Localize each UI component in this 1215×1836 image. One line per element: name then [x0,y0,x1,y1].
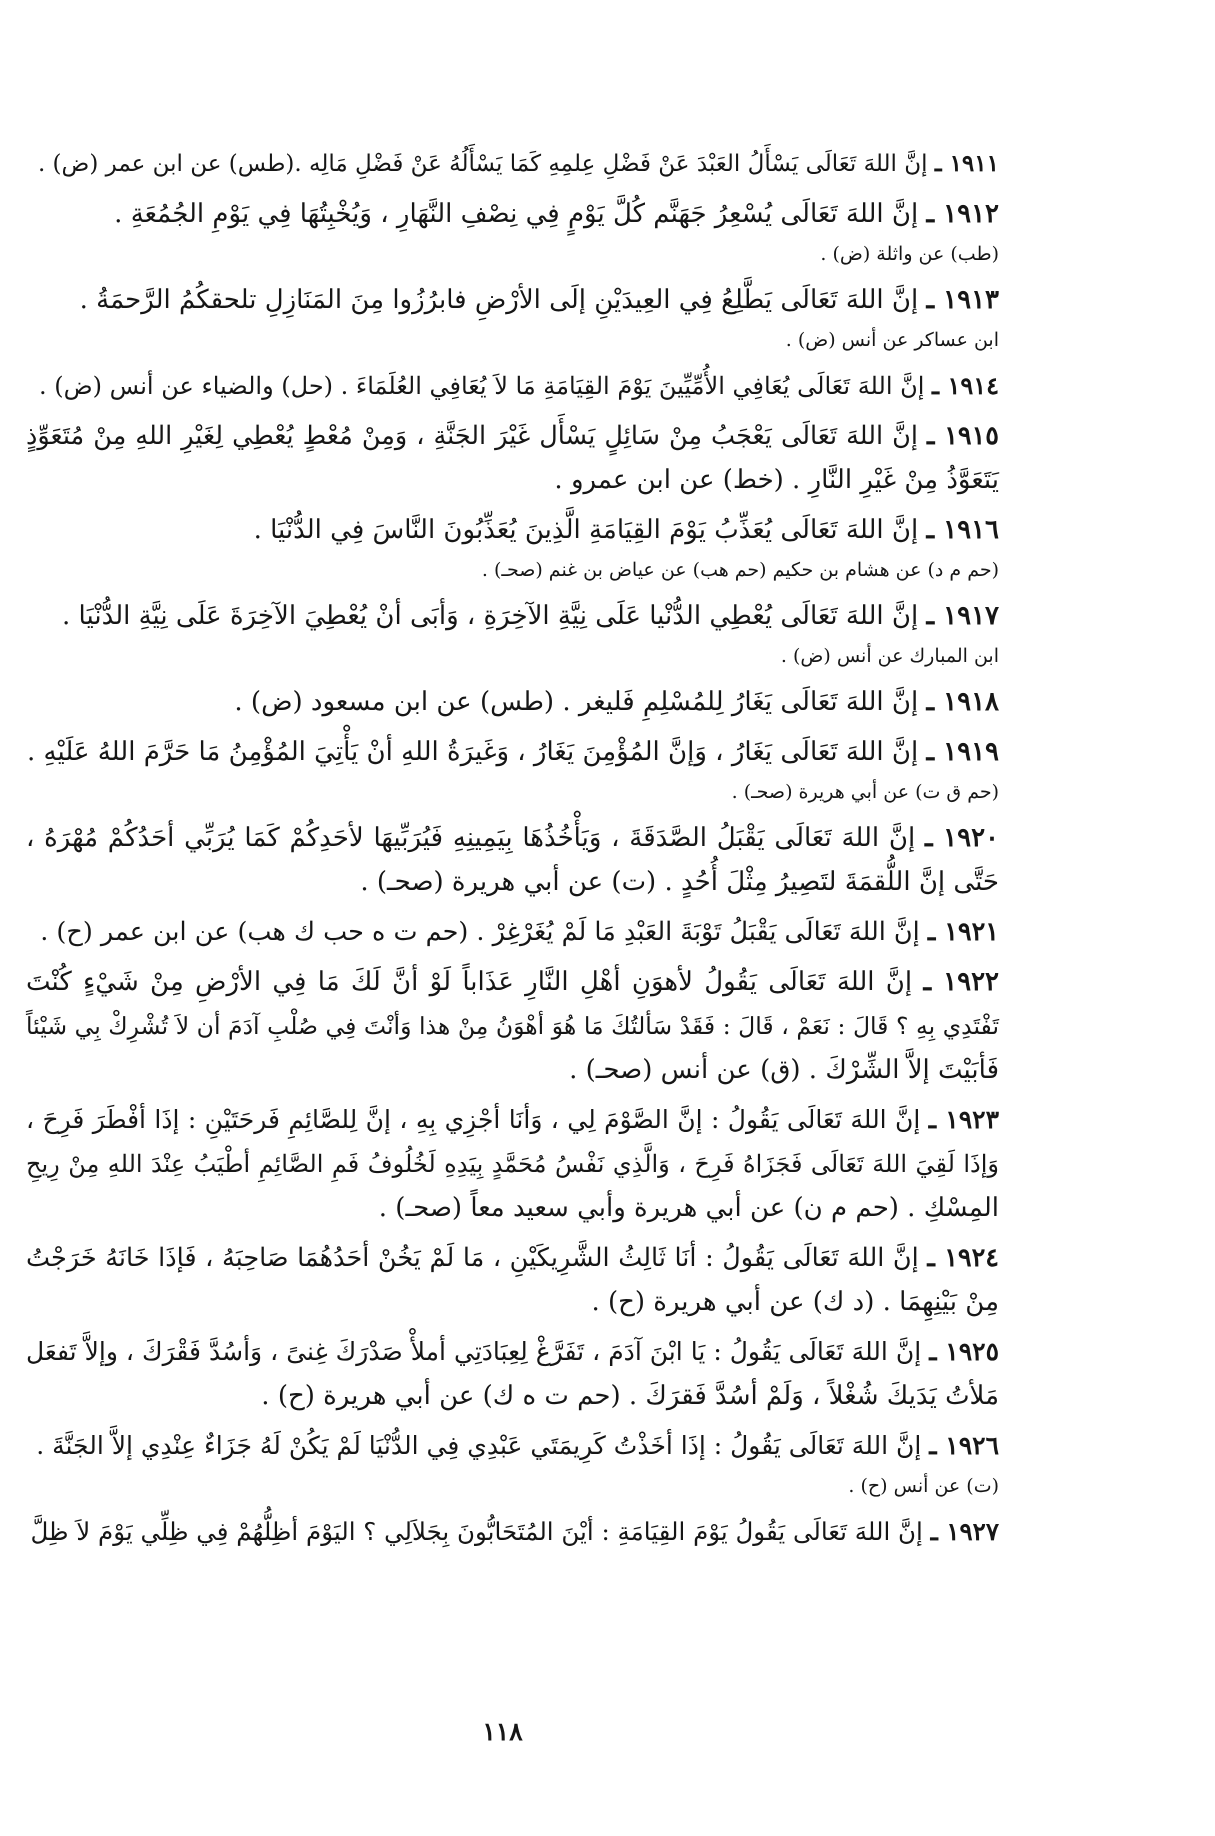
hadith-text-line [26,1236,999,1280]
hadith-text-line [26,910,999,954]
hadith-text-line [26,1186,999,1230]
hadith-text: إنَّ اللهَ تَعَالَى يَعْجَبُ مِنْ سَائِلٍ يَسْأَل غَيْرَ الجَنَّةِ ، وَمِنْ مُعْطٍ يُعْطِي لِغَيْرِ اللهِ مِنْ مُتَعَوِّذٍ [26,421,918,451]
hadith-entry [26,594,999,674]
hadith-text: إنَّ اللهَ تَعَالَى يُعْطِي الدُّنْيا عَلَى نِيَّةِ الآخِرَةِ ، وَأبَى أنْ يُعْطِيَ الآخِرَةَ عَلَى نِيَّةِ الدُّنْيَا . [62,601,919,631]
hadith-text-line [26,278,999,322]
hadith-text-line [26,1048,999,1092]
hadith-entry [26,1236,999,1324]
hadith-text-line [26,960,999,1004]
hadith-text: إنَّ اللهَ تَعَالَى يُعَافِي الأُمِّيِّينَ يَوْمَ القِيَامَةِ مَا لاَ يُعَافِي العُلَمَاءَ . (حل) والضياء عن أنس (ض) . [39,372,925,400]
hadith-number: ١٩٢١ ـ [927,917,999,947]
hadith-entry [26,1510,999,1554]
hadith-entry [26,278,999,358]
hadith-number: ١٩١٥ ـ [926,421,999,451]
hadith-number: ١٩١٩ ـ [926,737,999,767]
hadith-text: إنَّ اللهَ تَعَالَى يَقُولُ : إنَّ الصَّوْمَ لِي ، وَأنَا أجْزِي بِهِ ، إنَّ لِلصَّائِمِ فَرحَتَيْنِ : إذَا أفْطَرَ فَرِحَ ، [26,1105,921,1134]
hadith-text: إنَّ اللهَ تَعَالَى يَسْأَلُ العَبْدَ عَنْ فَضْلِ عِلمِهِ كَمَا يَسْأَلُهُ عَنْ فَضْلِ مَالِه .(طس) عن ابن عمر (ض) . [37,151,928,177]
hadith-entry [26,960,999,1092]
hadith-text-line [26,730,999,774]
hadith-text-line [26,1374,999,1418]
hadith-number: ١٩٢٧ ـ [930,1517,999,1546]
hadith-text: إنَّ اللهَ تَعَالَى يَقُولُ : أنَا ثَالِثُ الشَّرِيكَيْنِ ، مَا لَمْ يَخُنْ أحَدُهُمَا صَاحِبَهُ ، فَإذَا خَانَهُ خَرَجْتُ [26,1243,919,1273]
hadith-number: ١٩١٦ ـ [926,515,999,545]
hadith-text: إنَّ اللهَ تَعَالَى يُسْعِرُ جَهَنَّم كُلَّ يَوْمٍ فِي نِصْفِ النَّهَارِ ، وَيُخْبِتُهَا فِي يَوْمِ الجُمُعَةِ . [114,199,919,229]
hadith-text-line [26,680,999,724]
hadith-text-line [26,192,999,236]
hadith-text: إنَّ اللهَ تَعَالَى يَقُولُ يَوْمَ القِيَامَةِ : أيْنَ المُتَحَابُّونَ بِجَلاَلِي ؟ اليَوْمَ أظِلُّهُمْ فِي ظِلِّي يَوْمَ لاَ ظِلَّ [30,1517,923,1546]
hadith-text: المِسْكِ . (حم م ن) عن أبي هريرة وأبي سعيد معاً (صحـ) . [378,1193,999,1223]
hadith-text: إنَّ اللهَ تَعَالَى يَطَّلِعُ فِي العِيدَيْنِ إلَى الأرْضِ فابرُزُوا مِنَ المَنَازِلِ تلحقكُمُ الرَّحمَةُ . [79,285,919,315]
hadith-entry [26,414,999,502]
hadith-text: وَإذَا لَقِيَ اللهَ تَعَالَى فَجَزَاهُ فَرِحَ ، وَالَّذِي نَفْسُ مُحَمَّدٍ بِيَدِهِ لَخُلُوفُ فَمِ الصَّائِمِ أطْيَبُ عِنْدَ اللهِ مِنْ رِيحِ [26,1150,1000,1178]
hadith-text: إنَّ اللهَ تَعَالَى يَقُولُ : إذَا أخَذْتُ كَرِيمَتَي عَبْدِي فِي الدُّنْيَا لَمْ يَكُنْ لَهُ جَزَاءٌ عِنْدِي إلاَّ الجَنَّةَ . [36,1431,922,1460]
hadith-text-line [26,594,999,638]
hadith-text-line [26,458,999,502]
hadith-entry [26,508,999,588]
hadith-number: ١٩٢٠ ـ [925,823,1000,853]
hadith-number: ١٩١٤ ـ [932,371,999,400]
hadith-text-line [26,508,999,552]
hadith-number: ١٩١١ ـ [934,150,999,177]
hadith-text-line [26,816,999,860]
hadith-text: إنَّ اللهَ تَعَالَى يَغَارُ ، وَإنَّ المُؤْمِنَ يَغَارُ ، وَغَيرَةُ اللهِ أنْ يَأْتِيَ المُؤْمِنُ مَا حَرَّمَ اللهُ عَلَيْهِ . [27,737,919,767]
hadith-source: ابن المبارك عن أنس (ض) . [780,645,999,667]
hadith-entry [26,816,999,904]
hadith-source: (ت) عن أنس (ح) . [848,1475,999,1497]
hadith-text: إنَّ اللهَ تَعَالَى يَقُولُ لأهوَنِ أهْلِ النَّارِ عَذَاباً لَوْ أنَّ لَكَ مَا فِي الأرْضِ مِنْ شَيْءٍ كُنْتَ [26,967,913,997]
hadith-number: ١٩١٧ ـ [926,601,999,631]
hadith-text: فَأبَيْتَ إلاَّ الشِّرْكَ . (ق) عن أنس (صحـ) . [569,1055,999,1085]
hadith-text: إنَّ اللهَ تَعَالَى يَغَارُ لِلمُسْلِمِ فَليغر . (طس) عن ابن مسعود (ض) . [234,687,919,717]
hadith-text-line [26,1098,999,1142]
hadith-text: يَتَعَوَّذُ مِنْ غَيْرِ النَّارِ . (خط) عن ابن عمرو . [554,465,999,495]
hadith-number: ١٩٢٤ ـ [927,1243,999,1273]
hadith-entry [26,1330,999,1418]
hadith-entry [26,910,999,954]
hadith-entry [26,142,999,186]
hadith-text: حَتَّى إنَّ اللُّقمَةَ لتَصِيرُ مِثْلَ أُحُدٍ . (ت) عن أبي هريرة (صحـ) . [360,867,999,897]
hadith-entry [26,192,999,272]
hadith-number: ١٩١٢ ـ [926,199,999,229]
hadith-source: (حم م د) عن هشام بن حكيم (حم هب) عن عياض بن غنم (صحـ) . [481,559,999,581]
hadith-text-line [26,1330,999,1374]
hadith-text: إنَّ اللهَ تَعَالَى يَقُولُ : يَا ابْنَ آدَمَ ، تَفَرَّغْ لِعِبَادَتِي أملأْ صَدْرَكَ غِنىً ، وَأسُدَّ فَقْرَكَ ، وإلاَّ تَفعَل [26,1337,922,1366]
hadith-number: ١٩٢٣ ـ [928,1105,999,1134]
hadith-number: ١٩٢٥ ـ [929,1337,1000,1366]
hadith-text: تَفْتَدِي بِهِ ؟ قَالَ : نَعَمْ ، قَالَ : فَقَدْ سَألتُكَ مَا هُوَ أهْوَنُ مِنْ هذا وَأنْتَ فِي صُلْبِ آدَمَ أن لاَ تُشْرِكْ بِي شَيْئاً [26,1012,999,1040]
hadith-number: ١٩١٨ ـ [926,687,999,717]
hadith-list [26,142,999,1560]
hadith-text: إنَّ اللهَ تَعَالَى يَقْبَلُ الصَّدَقَةَ ، وَيَأْخُذُهَا بِيَمِينِهِ فَيُرَبِّيهَا لأحَدِكُمْ كَمَا يُرَبِّي أحَدُكُمْ مُهْرَهُ ، [26,823,916,853]
page-number: ١١٨ [482,1717,523,1746]
hadith-entry [26,730,999,810]
hadith-source: (حم ق ت) عن أبي هريرة (صحـ) . [731,781,999,803]
hadith-text-line [26,1510,999,1554]
hadith-text-line [26,1142,999,1186]
hadith-text-line [26,142,999,186]
hadith-entry [26,364,999,408]
hadith-number: ١٩١٣ ـ [926,285,999,315]
hadith-text: مِنْ بَيْنِهِمَا . (د ك) عن أبي هريرة (ح) . [591,1287,999,1317]
hadith-text-line [26,414,999,458]
hadith-entry [26,1424,999,1504]
hadith-text-line [26,1004,999,1048]
hadith-text-line [26,1280,999,1324]
hadith-text-line [26,1424,999,1468]
hadith-text: مَلأتُ يَدَيكَ شُغْلاً ، وَلَمْ أسُدَّ فَقرَكَ . (حم ت ه ك) عن أبي هريرة (ح) . [261,1381,999,1411]
hadith-text-line [26,860,999,904]
hadith-text: إنَّ اللهَ تَعَالَى يُعَذِّبُ يَوْمَ القِيَامَةِ الَّذِينَ يُعَذِّبُونَ النَّاسَ فِي الدُّنْيَا . [253,515,919,545]
hadith-text: إنَّ اللهَ تَعَالَى يَقْبَلُ تَوْبَةَ العَبْدِ مَا لَمْ يُغَرْغِرْ . (حم ت ه حب ك هب) عن ابن عمر (ح) . [40,917,920,947]
hadith-source: ابن عساكر عن أنس (ض) . [785,329,999,351]
hadith-number: ١٩٢٢ ـ [923,967,1000,997]
hadith-entry [26,680,999,724]
hadith-number: ١٩٢٦ ـ [929,1431,999,1460]
hadith-entry [26,1098,999,1230]
hadith-text-line [26,364,999,408]
hadith-source: (طب) عن واثلة (ض) . [820,243,999,265]
